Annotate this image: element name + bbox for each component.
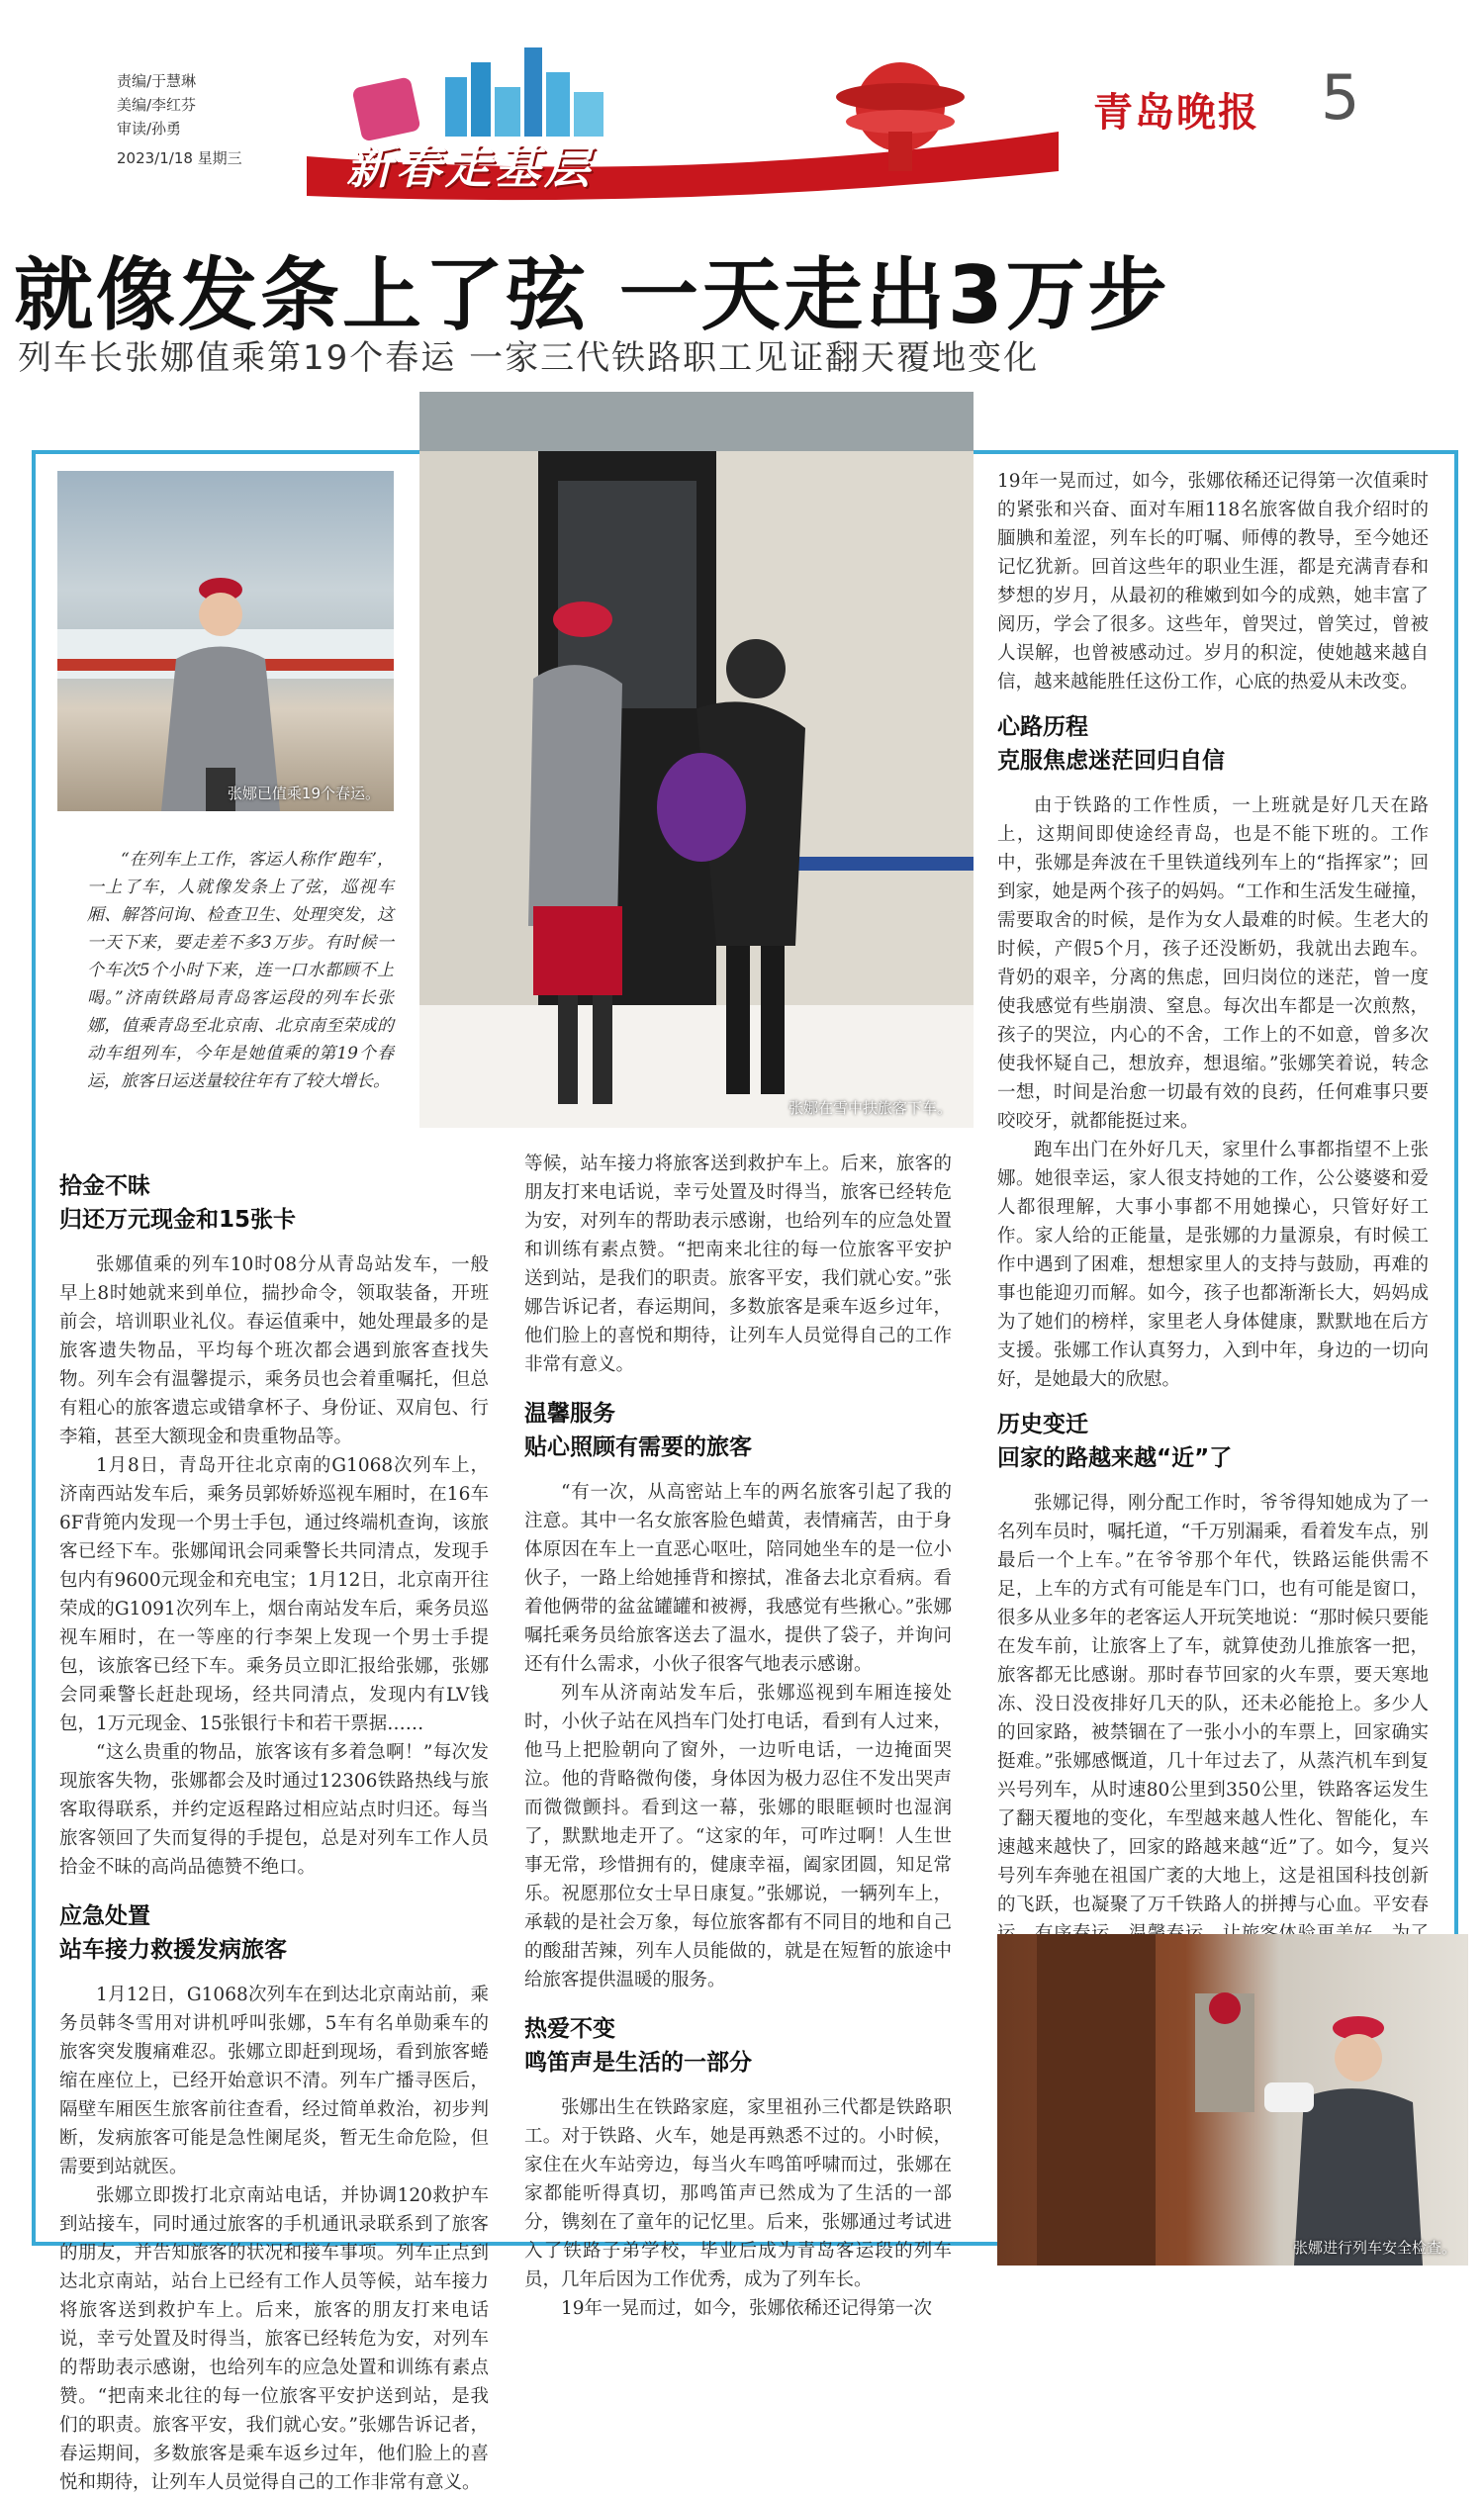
credits-block bbox=[117, 69, 242, 170]
photo1-caption: 张娜已值乘19个春运。 bbox=[227, 785, 380, 802]
photo-snow-helping-passenger bbox=[419, 392, 974, 1128]
section-4-paragraph: 19年一晃而过，如今，张娜依稀还记得第一次 bbox=[561, 2298, 933, 2319]
photo-conductor-portrait bbox=[57, 471, 394, 811]
photo3-caption: 张娜进行列车安全检查。 bbox=[1292, 2239, 1456, 2257]
banner-title: 新春走基层 bbox=[346, 140, 594, 194]
photo-safety-inspection bbox=[997, 1934, 1468, 2266]
section-3-paragraph: “有一次，从高密站上车的两名旅客引起了我的注意。其中一名女旅客脸色蜡黄，表情痛苦，由于身体原因在车上一直恶心呕吐，陪同她坐车的是一位小伙子，一路上给她捶背和擦拭，准备去北京看病。看着他俩带的盆盆罐罐和被褥，我感觉有些揪心。”张娜嘱托乘务员给旅客送去了温水，提供了袋子，并询问还有什么需求，小伙子很客气地表示感谢。 bbox=[524, 1482, 952, 1675]
section-2-title-1: 应急处置 bbox=[59, 1903, 150, 1929]
section-3-title-1: 温馨服务 bbox=[524, 1401, 615, 1427]
intro-paragraph: “在列车上工作，客运人称作‘跑车’，一上了车，人就像发条上了弦，巡视车厢、解答问询、检查卫生、处理突发，这一天下来，要走差不多3万步。有时候一个车次5个小时下来，连一口水都顾不上喝。”济南铁路局青岛客运段的列车长张娜，值乘青岛至北京南、北京南至荣成的动车组列车，今年是她值乘的第19个春运，旅客日运送量较往年有了较大增长。 bbox=[87, 850, 394, 1091]
column-2 bbox=[524, 1150, 952, 2323]
section-1-paragraph: “这么贵重的物品，旅客该有多着急啊！”每次发现旅客失物，张娜都会及时通过12306铁路热线与旅客取得联系，并约定返程路过相应站点时归还。每当旅客领回了失而复得的手提包，总是对列车工作人员拾金不昧的高尚品德赞不绝口。 bbox=[59, 1742, 489, 1878]
issue-date: 2023/1/18 星期三 bbox=[117, 149, 242, 167]
section-4-continued: 19年一晃而过，如今，张娜依稀还记得第一次值乘时的紧张和兴奋、面对车厢118名旅客做自我介绍时的腼腆和羞涩，列车长的叮嘱、师傅的教导，至今她还记忆犹新。回首这些年的职业生涯，都是充满青春和梦想的岁月，从最初的稚嫩到如今的成熟，她丰富了阅历，学会了很多。这些年，曾哭过，曾笑过，曾被人误解，也曾被感动过。岁月的积淀，使她越来越自信，越来越能胜任这份工作，心底的热爱从未改变。 bbox=[997, 471, 1429, 693]
section-2-continued: 等候，站车接力将旅客送到救护车上。后来，旅客的朋友打来电话说，幸亏处置及时得当，旅客已经转危为安，对列车的帮助表示感谢，也给列车的应急处置和训练有素点赞。“把南来北往的每一位旅客平安护送到站，是我们的职责。旅客平安，我们就心安。”张娜告诉记者，春运期间，多数旅客是乘车返乡过年，他们脸上的喜悦和期待，让列车人员觉得自己的工作非常有意义。 bbox=[524, 1154, 952, 1375]
section-6-title-1: 历史变迁 bbox=[997, 1412, 1088, 1437]
section-3-paragraph: 列车从济南站发车后，张娜巡视到车厢连接处时，小伙子站在风挡车门处打电话，看到有人过来，他马上把脸朝向了窗外，一边听电话，一边掩面哭泣。他的背略微佝偻，身体因为极力忍住不发出哭声而微微颤抖。看到这一幕，张娜的眼眶顿时也湿润了，默默地走开了。“这家的年，可咋过啊！人生世事无常，珍惜拥有的，健康幸福，阖家团圆，知足常乐。祝愿那位女士早日康复。”张娜说，一辆列车上，承载的是社会万象，每位旅客都有不同目的地和自己的酸甜苦辣，列车人员能做的，就是在短暂的旅途中给旅客提供温暖的服务。 bbox=[524, 1683, 952, 1990]
section-6-paragraph: 张娜记得，刚分配工作时，爷爷得知她成为了一名列车员时，嘱托道，“千万别漏乘，看着发车点，别最后一个上车。”在爷爷那个年代，铁路运能供需不足，上车的方式有可能是车门口，也有可能是窗口，很多从业多年的老客运人开玩笑地说：“那时候只要能在发车前，让旅客上了车，就算使劲儿推旅客一把，旅客都无比感谢。那时春节回家的火车票，要天寒地冻、没日没夜排好几天的队，还未必能抢上。多少人的回家路，被禁锢在了一张小小的车票上，回家确实挺难。”张娜感慨道，几十年过去了，从蒸汽机车到复兴号列车，从时速80公里到350公里，铁路客运发生了翻天覆地的变化，车型越来越人性化、智能化，车速越来越快了，回家的路越来越“近”了。如今，复兴号列车奔驰在祖国广袤的大地上，这是祖国科技创新的飞跃，也凝聚了万千铁路人的拼搏与心血。平安春 bbox=[997, 1493, 1429, 1915]
designer-credit: 美编/李红芬 bbox=[117, 96, 197, 114]
section-2-paragraph: 1月12日，G1068次列车在到达北京南站前，乘务员韩冬雪用对讲机呼叫张娜，5车有名单勋乘车的旅客突发腹痛难忍。张娜立即赶到现场，看到旅客蜷缩在座位上，已经开始意识不清。列车广播寻医后，隔壁车厢医生旅客前往查看，经过简单救治，初步判断，发病旅客可能是急性阑尾炎，暂无生命危险，但需要到站就医。 bbox=[59, 1985, 489, 2177]
section-5-paragraph: 跑车出门在外好几天，家里什么事都指望不上张娜。她很幸运，家人很支持她的工作，公公婆婆和爱人都很理解，大事小事都不用她操心，只管好好工作。家人给的正能量，是张娜的力量源泉，有时候工作中遇到了困难，想想家里人的支持与鼓励，再难的事也能迎刃而解。如今，孩子也都渐渐长大，妈妈成为了她们的榜样，家里老人身体健康，默默地在后方支援。张娜工作认真努力，入到中年，身边的一切向好，是她最大的欣慰。 bbox=[997, 1140, 1429, 1390]
section-1-title-2: 归还万元现金和15张卡 bbox=[59, 1207, 297, 1233]
section-1-paragraph: 1月8日，青岛开往北京南的G1068次列车上，济南西站发车后，乘务员郭娇娇巡视车厢时，在16车6F背篼内发现一个男士手包，通过终端机查询，该旅客已经下车。张娜闻讯会同乘警长共同清点，发现手包内有9600元现金和充电宝；1月12日，北京南开往荣成的G1091次列车上，烟台南站发车后，乘务员巡视车厢时，在一等座的行李架上发现一个男士手提包，该旅客已经下车。乘务员立即汇报给张娜，张娜会同乘警长赶赴现场，经共同清点，发现内有LV钱包，1万元现金、15张银行卡和若干票据…… bbox=[59, 1455, 489, 1734]
newspaper-name: 青岛晚报 bbox=[1093, 89, 1259, 136]
subheadline: 列车长张娜值乘第19个春运 一家三代铁路职工见证翻天覆地变化 bbox=[18, 338, 1040, 378]
section-5-title-1: 心路历程 bbox=[997, 714, 1088, 740]
headline: 就像发条上了弦 一天走出3万步 bbox=[14, 249, 1170, 341]
editor-credit: 责编/于慧琳 bbox=[117, 72, 197, 90]
section-4-title-1: 热爱不变 bbox=[524, 2016, 615, 2042]
section-4-title-2: 鸣笛声是生活的一部分 bbox=[524, 2050, 752, 2076]
section-5-paragraph: 由于铁路的工作性质，一上班就是好几天在路上，这期间即使途经青岛，也是不能下班的。工作中，张娜是奔波在千里铁道线列车上的“指挥家”；回到家，她是两个孩子的妈妈。“工作和生活发生碰撞，需要取舍的时候，是作为女人最难的时候。生老大的时候，产假5个月，孩子还没断奶，我就出去跑车。背奶的艰辛，分离的焦虑，回归岗位的迷茫，曾一度使我感觉有些崩溃、窒息。每次出车都是一次煎熬，孩子的哭泣，内心的不舍，工作上的不如意，曾多次使我怀疑自己，想放弃，想退缩。”张娜笑着说，转念一想，时间是治愈一切最有效的良药，任何难事只要咬咬牙，就都能挺过来。 bbox=[997, 795, 1429, 1132]
section-3-title-2: 贴心照顾有需要的旅客 bbox=[524, 1434, 752, 1460]
section-2-paragraph: 张娜立即拨打北京南站电话，并协调120救护车到站接车，同时通过旅客的手机通讯录联系到了旅客的朋友，并告知旅客的状况和接车事项。列车正点到达北京南站，站台上已经有工作人员等候，站车接力将旅客送到救护车上。后来，旅客的朋友打来电话说，幸亏处置及时得当，旅客已经转危为安，对列车的帮助表示感谢，也给列车的应急处置和训练有素点赞。“把南来北往的每一位旅客平安护送到站，是我们的职责。旅客平安，我们就心安。”张娜告诉记者，春运期间，多数旅客是乘车返乡过年，他们脸上的喜悦和期待，让列车人员觉得自己的工作非常有意义。 bbox=[59, 2185, 489, 2493]
column-3 bbox=[997, 467, 1429, 2034]
section-2-title-2: 站车接力救援发病旅客 bbox=[59, 1937, 287, 1963]
section-1-title-1: 拾金不昧 bbox=[59, 1173, 150, 1199]
photo2-caption: 张娜在雪中扶旅客下车。 bbox=[788, 1099, 952, 1117]
section-4-paragraph: 张娜出生在铁路家庭，家里祖孙三代都是铁路职工。对于铁路、火车，她是再熟悉不过的。小时候，家住在火车站旁边，每当火车鸣笛呼啸而过，张娜在家都能听得真切，那鸣笛声已然成为了生活的一部分，镌刻在了童年的记忆里。后来，张娜通过考试进入了铁路子弟学校，毕业后成为青岛客运段的列车员，几年后因为工作优秀，成为了列车长。 bbox=[524, 2097, 952, 2290]
section-1-paragraph: 张娜值乘的列车10时08分从青岛站发车，一般早上8时她就来到单位，揣抄命令，领取装备，开班前会，培训职业礼仪。春运值乘中，她处理最多的是旅客遗失物品，平均每个班次都会遇到旅客查找失物。列车会有温馨提示，乘务员也会着重嘱托，但总有粗心的旅客遗忘或错拿杯子、身份证、双肩包、行李箱，甚至大额现金和贵重物品等。 bbox=[59, 1254, 489, 1447]
section-5-title-2: 克服焦虑迷茫回归自信 bbox=[997, 748, 1225, 774]
proofreader-credit: 审读/孙勇 bbox=[117, 120, 182, 138]
banner-graphic bbox=[297, 38, 1068, 206]
column-1 bbox=[59, 1169, 489, 2493]
section-6-title-2: 回家的路越来越“近”了 bbox=[997, 1445, 1233, 1471]
page-number: 5 bbox=[1321, 61, 1360, 134]
